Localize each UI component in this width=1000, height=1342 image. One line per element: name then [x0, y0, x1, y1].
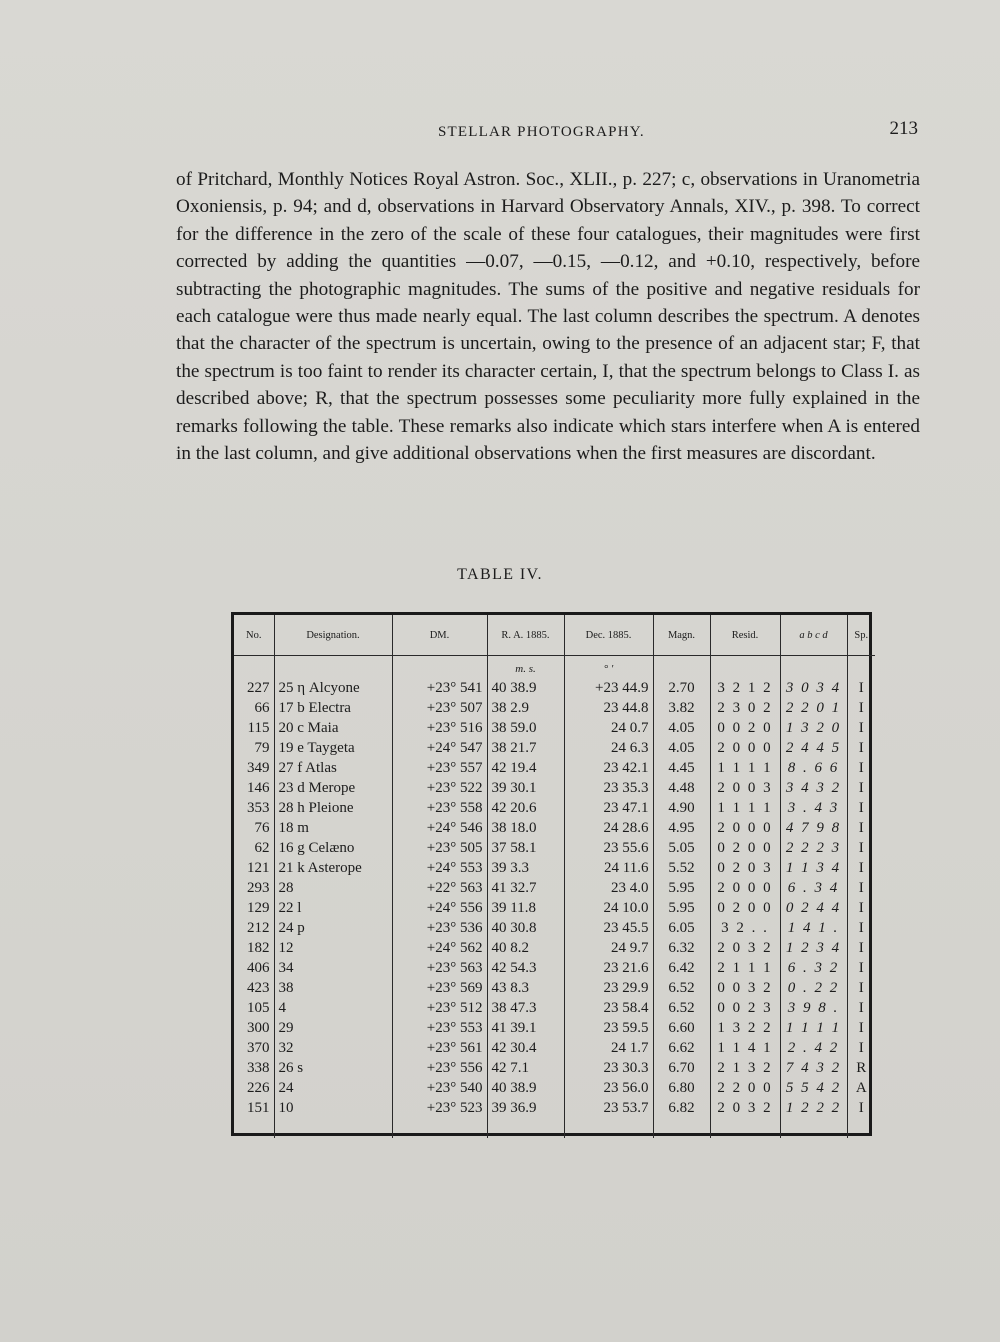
table-cell: 40 38.9 — [487, 1078, 564, 1098]
table-cell: 24 p — [274, 918, 392, 938]
table-cell: 0 0 2 3 — [710, 998, 780, 1018]
table-cell: 2 0 3 2 — [710, 1098, 780, 1118]
table-cell: 300 — [234, 1018, 274, 1038]
spacer-cell — [274, 1118, 392, 1138]
table-cell: 349 — [234, 758, 274, 778]
table-cell: 41 32.7 — [487, 878, 564, 898]
table-cell: 1 3 2 2 — [710, 1018, 780, 1038]
table-cell: 2 0 0 0 — [710, 818, 780, 838]
spacer-cell — [392, 1118, 487, 1138]
table-cell: +24° 556 — [392, 898, 487, 918]
table-row — [234, 1018, 875, 1038]
table-cell: 23 59.5 — [564, 1018, 653, 1038]
table-cell: I — [858, 980, 864, 996]
table-cell: I — [858, 900, 864, 916]
table-cell: 370 — [234, 1038, 274, 1058]
table-cell: 23 44.8 — [564, 698, 653, 718]
table-cell: 28 h Pleione — [274, 798, 392, 818]
spacer-cell — [653, 1118, 710, 1138]
table-cell: +24° 546 — [392, 818, 487, 838]
table-row — [234, 798, 875, 818]
table-row — [234, 1098, 875, 1118]
table-cell: +24° 547 — [392, 738, 487, 758]
spacer-cell — [780, 1118, 847, 1138]
table-cell: 24 0.7 — [564, 718, 653, 738]
table-cell: 27 f Atlas — [274, 758, 392, 778]
table-cell: 4.45 — [653, 758, 710, 778]
table-cell: +23° 507 — [392, 698, 487, 718]
table-cell: 2 2 2 3 — [780, 838, 847, 858]
table-cell: +23° 556 — [392, 1058, 487, 1078]
table-cell: 19 e Taygeta — [274, 738, 392, 758]
table-cell: 6.62 — [653, 1038, 710, 1058]
table-cell: 6.70 — [653, 1058, 710, 1078]
table-cell: 10 — [274, 1098, 392, 1118]
table-row — [234, 738, 875, 758]
table-cell: 2 0 0 3 — [710, 778, 780, 798]
table-title: TABLE IV. — [457, 566, 543, 583]
column-header: Sp. — [847, 615, 875, 656]
table-cell: 105 — [234, 998, 274, 1018]
table-cell: 2.70 — [653, 678, 710, 698]
table-row — [234, 818, 875, 838]
table-cell: 24 28.6 — [564, 818, 653, 838]
table-row — [234, 938, 875, 958]
table-cell: 42 54.3 — [487, 958, 564, 978]
spacer-cell — [710, 1118, 780, 1138]
table-cell: 23 35.3 — [564, 778, 653, 798]
table-cell: 2 2 0 0 — [710, 1078, 780, 1098]
table-row — [234, 718, 875, 738]
table-cell: 6.05 — [653, 918, 710, 938]
table-cell: 4.05 — [653, 718, 710, 738]
table-cell: 1 1 1 1 — [780, 1018, 847, 1038]
table-cell: 26 s — [274, 1058, 392, 1078]
table-cell: I — [858, 700, 864, 716]
table-cell: +23° 522 — [392, 778, 487, 798]
table-header-row — [234, 615, 875, 656]
table-cell: +23° 557 — [392, 758, 487, 778]
table-row — [234, 758, 875, 778]
table-cell: 23 21.6 — [564, 958, 653, 978]
table-cell: 406 — [234, 958, 274, 978]
spacer-cell — [564, 1118, 653, 1138]
table-cell: 0 2 0 3 — [710, 858, 780, 878]
table-cell: 7 4 3 2 — [780, 1058, 847, 1078]
table-cell: 5.95 — [653, 878, 710, 898]
table-row — [234, 678, 875, 698]
table-cell: 121 — [234, 858, 274, 878]
table-cell: 23 47.1 — [564, 798, 653, 818]
table-cell: 3 9 8 . — [780, 998, 847, 1018]
table-cell: 17 b Electra — [274, 698, 392, 718]
table-cell: 3.82 — [653, 698, 710, 718]
table-cell: 23 58.4 — [564, 998, 653, 1018]
page-number: 213 — [889, 118, 918, 139]
table-cell: I — [858, 880, 864, 896]
table-cell: 16 g Celæno — [274, 838, 392, 858]
table-cell: 1 1 3 4 — [780, 858, 847, 878]
table-cell: 38 18.0 — [487, 818, 564, 838]
table-cell: 62 — [234, 838, 274, 858]
table-cell: A — [855, 1080, 867, 1096]
table-cell: 182 — [234, 938, 274, 958]
table-cell: 5.52 — [653, 858, 710, 878]
table-cell: 41 39.1 — [487, 1018, 564, 1038]
table-cell: I — [858, 720, 864, 736]
table-row — [234, 998, 875, 1018]
column-header: Designation. — [274, 615, 392, 656]
table-row — [234, 698, 875, 718]
table-cell: 2 4 4 5 — [780, 738, 847, 758]
table-cell: 0 0 2 0 — [710, 718, 780, 738]
spacer-cell — [234, 1118, 274, 1138]
table-cell: 4.90 — [653, 798, 710, 818]
column-header: Resid. — [710, 615, 780, 656]
page-header — [176, 118, 920, 148]
table-row — [234, 898, 875, 918]
running-title: STELLAR PHOTOGRAPHY. — [438, 124, 645, 140]
table-cell: 24 — [274, 1078, 392, 1098]
table-cell: 21 k Asterope — [274, 858, 392, 878]
column-header: R. A. 1885. — [487, 615, 564, 656]
table-row — [234, 778, 875, 798]
unit-cell: m. s. — [487, 656, 564, 679]
table-cell: 23 d Merope — [274, 778, 392, 798]
table-cell: 42 30.4 — [487, 1038, 564, 1058]
column-header: DM. — [392, 615, 487, 656]
table-bottom-spacer — [234, 1118, 875, 1138]
table-cell: 4.48 — [653, 778, 710, 798]
table-cell: I — [858, 1020, 864, 1036]
table-row — [234, 838, 875, 858]
table-cell: 23 29.9 — [564, 978, 653, 998]
table-cell: 2 2 0 1 — [780, 698, 847, 718]
table-cell: +23° 553 — [392, 1018, 487, 1038]
unit-cell — [274, 656, 392, 679]
table-cell: 1 2 2 2 — [780, 1098, 847, 1118]
table-cell: +23° 523 — [392, 1098, 487, 1118]
table-cell: 5.95 — [653, 898, 710, 918]
table-cell: 1 1 4 1 — [710, 1038, 780, 1058]
table-cell: +23° 541 — [392, 678, 487, 698]
table-cell: I — [858, 940, 864, 956]
body-paragraph — [176, 166, 920, 467]
table-cell: I — [858, 780, 864, 796]
table-cell: 1 1 1 1 — [710, 798, 780, 818]
table-cell: +23 44.9 — [564, 678, 653, 698]
table-cell: 38 47.3 — [487, 998, 564, 1018]
table-cell: +23° 540 — [392, 1078, 487, 1098]
table-cell: 1 3 2 0 — [780, 718, 847, 738]
table-cell: 32 — [274, 1038, 392, 1058]
table-cell: 34 — [274, 958, 392, 978]
table-cell: +23° 563 — [392, 958, 487, 978]
table-cell: 39 3.3 — [487, 858, 564, 878]
spacer-cell — [847, 1118, 875, 1138]
table-cell: I — [858, 1100, 864, 1116]
table-cell: 6.60 — [653, 1018, 710, 1038]
table-cell: 23 53.7 — [564, 1098, 653, 1118]
column-header: Magn. — [653, 615, 710, 656]
table-cell: 2 3 0 2 — [710, 698, 780, 718]
table-cell: 23 4.0 — [564, 878, 653, 898]
table-cell: 0 0 3 2 — [710, 978, 780, 998]
table-cell: 23 42.1 — [564, 758, 653, 778]
table-row — [234, 858, 875, 878]
table-cell: 2 1 3 2 — [710, 1058, 780, 1078]
column-header: No. — [234, 615, 274, 656]
table-cell: +22° 563 — [392, 878, 487, 898]
table-cell: 353 — [234, 798, 274, 818]
table-cell: 76 — [234, 818, 274, 838]
table-cell: 38 59.0 — [487, 718, 564, 738]
table-cell: +23° 516 — [392, 718, 487, 738]
table-cell: 3 2 . . — [710, 918, 780, 938]
table-row — [234, 1038, 875, 1058]
table-cell: 24 1.7 — [564, 1038, 653, 1058]
table-row — [234, 1078, 875, 1098]
table-cell: 29 — [274, 1018, 392, 1038]
unit-cell — [847, 656, 875, 679]
table-cell: I — [858, 1000, 864, 1016]
table-cell: 18 m — [274, 818, 392, 838]
table-cell: 226 — [234, 1078, 274, 1098]
table-cell: 8 . 6 6 — [780, 758, 847, 778]
table-cell: 23 55.6 — [564, 838, 653, 858]
table-cell: 23 56.0 — [564, 1078, 653, 1098]
table-cell: 79 — [234, 738, 274, 758]
table-cell: I — [858, 820, 864, 836]
table-cell: 3 . 4 3 — [780, 798, 847, 818]
column-header: a b c d — [780, 615, 847, 656]
table-cell: 423 — [234, 978, 274, 998]
table-cell: 43 8.3 — [487, 978, 564, 998]
table-cell: 6.52 — [653, 998, 710, 1018]
table-cell: I — [858, 840, 864, 856]
table-cell: 4.05 — [653, 738, 710, 758]
table-cell: 42 20.6 — [487, 798, 564, 818]
table-cell: 6 . 3 2 — [780, 958, 847, 978]
table-cell: 2 0 0 0 — [710, 738, 780, 758]
table-cell: 22 l — [274, 898, 392, 918]
table-row — [234, 1058, 875, 1078]
data-table — [234, 615, 875, 1138]
table-cell: 38 2.9 — [487, 698, 564, 718]
table-cell: 0 2 0 0 — [710, 838, 780, 858]
table-cell: 24 6.3 — [564, 738, 653, 758]
table-cell: 115 — [234, 718, 274, 738]
table-row — [234, 918, 875, 938]
paragraph-text: of Pritchard, Monthly Notices Royal Astron. Soc., XLII., p. 227; c, observations in Uranometria Oxoniensis, p. 94; and d, observations in Harvard Observatory Annals, XIV., p. 398. To correct for the difference in the zero of the scale of these four catalogues, their magnitudes were first corrected by adding the quantities —0.07, —0.15, —0.12, and +0.10, respectively, before subtracting the photographic magnitudes. The sums of the positive and negative residuals for each catalogue were thus made nearly equal. The last column describes the spectrum. A denotes that the character of the spectrum is uncertain, owing to the presence of an adjacent star; F, that the spectrum is too faint to render its character certain, I, that the spectrum belongs to Class I. as described above; R, that the spectrum possesses some peculiarity more fully explained in the remarks following the table. These remarks also indicate which stars interfere when A is entered in the last column, and give additional observations when the first measures are discordant. — [176, 169, 920, 465]
table-cell: 2 1 1 1 — [710, 958, 780, 978]
table-cell: I — [858, 740, 864, 756]
table-cell: 1 4 1 . — [780, 918, 847, 938]
table-cell: +24° 553 — [392, 858, 487, 878]
spacer-cell — [487, 1118, 564, 1138]
table-row — [234, 878, 875, 898]
table-cell: 2 0 3 2 — [710, 938, 780, 958]
table-cell: +23° 512 — [392, 998, 487, 1018]
table-cell: 12 — [274, 938, 392, 958]
table-cell: I — [858, 1040, 864, 1056]
table-cell: 0 . 2 2 — [780, 978, 847, 998]
table-cell: +23° 561 — [392, 1038, 487, 1058]
table-cell: 227 — [234, 678, 274, 698]
table-cell: 151 — [234, 1098, 274, 1118]
table-cell: 6.82 — [653, 1098, 710, 1118]
table-cell: I — [858, 800, 864, 816]
table-body — [234, 656, 875, 1139]
table-cell: 1 1 1 1 — [710, 758, 780, 778]
table-cell: 212 — [234, 918, 274, 938]
table-cell: 24 10.0 — [564, 898, 653, 918]
table-cell: I — [858, 680, 864, 696]
table-row — [234, 978, 875, 998]
table-cell: 4.95 — [653, 818, 710, 838]
table-cell: 5.05 — [653, 838, 710, 858]
table-cell: I — [858, 960, 864, 976]
unit-cell — [392, 656, 487, 679]
table-cell: 6.52 — [653, 978, 710, 998]
table-cell: 338 — [234, 1058, 274, 1078]
table-row — [234, 958, 875, 978]
table-cell: 28 — [274, 878, 392, 898]
unit-cell — [780, 656, 847, 679]
stellar-table — [231, 612, 872, 1136]
table-cell: 3 2 1 2 — [710, 678, 780, 698]
table-cell: 129 — [234, 898, 274, 918]
table-cell: +23° 505 — [392, 838, 487, 858]
table-cell: 4 — [274, 998, 392, 1018]
table-cell: 20 c Maia — [274, 718, 392, 738]
table-cell: I — [858, 860, 864, 876]
table-cell: 4 7 9 8 — [780, 818, 847, 838]
table-cell: 2 0 0 0 — [710, 878, 780, 898]
table-cell: 40 30.8 — [487, 918, 564, 938]
table-cell: 2 . 4 2 — [780, 1038, 847, 1058]
table-cell: 6 . 3 4 — [780, 878, 847, 898]
table-cell: 5 5 4 2 — [780, 1078, 847, 1098]
units-row — [234, 656, 875, 679]
unit-cell — [234, 656, 274, 679]
table-cell: 38 21.7 — [487, 738, 564, 758]
unit-cell: ° ′ — [564, 656, 653, 679]
table-cell: 40 8.2 — [487, 938, 564, 958]
table-cell: 37 58.1 — [487, 838, 564, 858]
table-cell: 1 2 3 4 — [780, 938, 847, 958]
table-cell: 42 19.4 — [487, 758, 564, 778]
table-cell: 0 2 0 0 — [710, 898, 780, 918]
table-cell: +23° 558 — [392, 798, 487, 818]
table-cell: 66 — [234, 698, 274, 718]
table-cell: 24 11.6 — [564, 858, 653, 878]
table-cell: 3 0 3 4 — [780, 678, 847, 698]
table-cell: 24 9.7 — [564, 938, 653, 958]
table-cell: 23 45.5 — [564, 918, 653, 938]
table-cell: +24° 562 — [392, 938, 487, 958]
table-cell: 39 36.9 — [487, 1098, 564, 1118]
table-cell: 6.80 — [653, 1078, 710, 1098]
table-cell: 40 38.9 — [487, 678, 564, 698]
unit-cell — [710, 656, 780, 679]
table-cell: 25 η Alcyone — [274, 678, 392, 698]
table-cell: 38 — [274, 978, 392, 998]
table-cell: +23° 536 — [392, 918, 487, 938]
unit-cell — [653, 656, 710, 679]
table-cell: 6.42 — [653, 958, 710, 978]
table-cell: 6.32 — [653, 938, 710, 958]
table-cell: 146 — [234, 778, 274, 798]
table-cell: 0 2 4 4 — [780, 898, 847, 918]
table-cell: 23 30.3 — [564, 1058, 653, 1078]
table-cell: I — [858, 920, 864, 936]
table-cell: +23° 569 — [392, 978, 487, 998]
table-cell: 39 11.8 — [487, 898, 564, 918]
table-cell: 3 4 3 2 — [780, 778, 847, 798]
column-header: Dec. 1885. — [564, 615, 653, 656]
table-cell: I — [858, 760, 864, 776]
table-cell: 293 — [234, 878, 274, 898]
table-cell: 39 30.1 — [487, 778, 564, 798]
table-cell: R — [856, 1060, 867, 1076]
table-cell: 42 7.1 — [487, 1058, 564, 1078]
